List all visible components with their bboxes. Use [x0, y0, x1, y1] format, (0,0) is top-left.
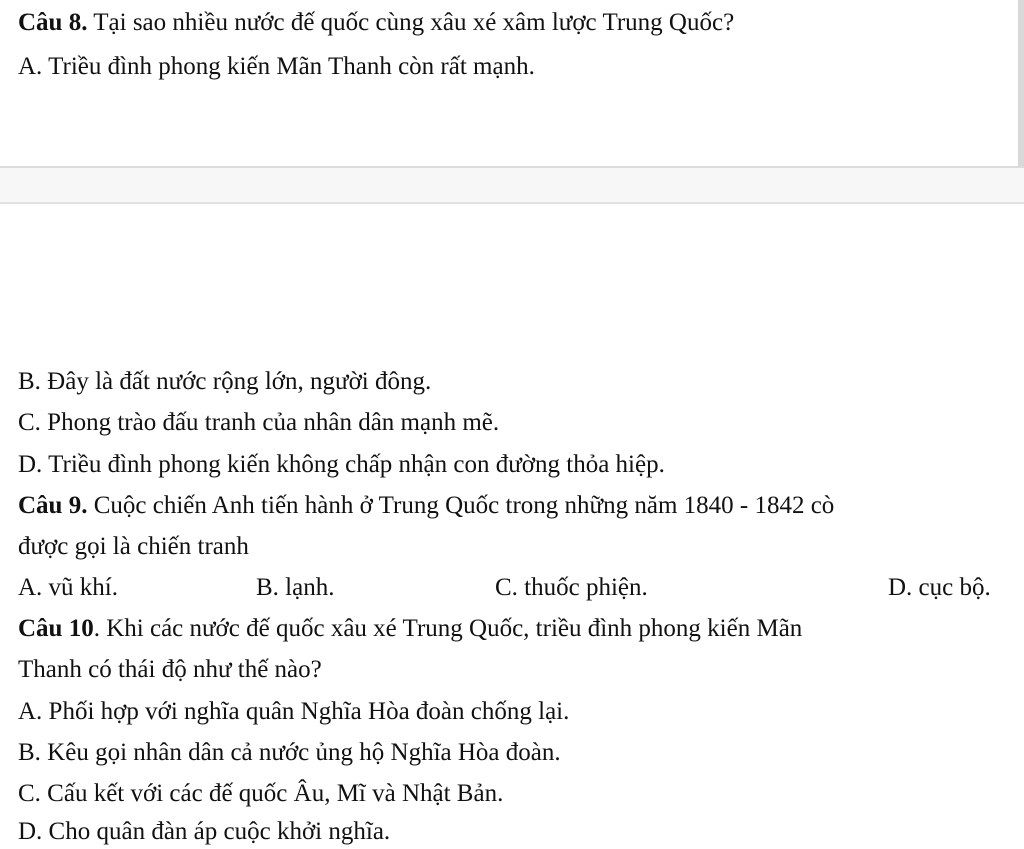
question-10-option-c: C. Cấu kết với các đế quốc Âu, Mĩ và Nhật Bản.	[18, 780, 504, 807]
question-10-label: Câu 10	[18, 615, 94, 642]
question-10-line-2: Thanh có thái độ như thế nào?	[18, 656, 322, 683]
question-9-line-1	[18, 491, 834, 521]
question-10-option-b: B. Kêu gọi nhân dân cả nước ủng hộ Nghĩa Hòa đoàn.	[18, 739, 561, 766]
question-8-option-d: D. Triều đình phong kiến không chấp nhận con đường thỏa hiệp.	[18, 451, 665, 478]
question-9-option-c: C. thuốc phiện.	[495, 574, 648, 601]
question-9-option-b: B. lạnh.	[256, 574, 335, 601]
question-9-line-2: được gọi là chiến tranh	[18, 533, 249, 560]
question-10-text-1: . Khi các nước đế quốc xâu xé Trung Quốc, triều đình phong kiến Mãn	[93, 615, 803, 642]
question-9-option-d: D. cục bộ.	[888, 574, 991, 601]
question-8	[18, 8, 734, 38]
question-8-label: Câu 8.	[18, 9, 88, 36]
question-9-text-1: Cuộc chiến Anh tiến hành ở Trung Quốc trong những năm 1840 - 1842 cò	[87, 492, 835, 519]
question-9-option-a: A. vũ khí.	[18, 574, 118, 601]
question-8-option-b: B. Đây là đất nước rộng lớn, người đông.	[18, 368, 432, 395]
question-10-option-d: D. Cho quân đàn áp cuộc khởi nghĩa.	[18, 818, 391, 845]
question-9-label: Câu 9.	[18, 492, 88, 519]
question-8-option-c: C. Phong trào đấu tranh của nhân dân mạnh mẽ.	[18, 409, 500, 436]
question-8-text: Tại sao nhiều nước đế quốc cùng xâu xé xâm lược Trung Quốc?	[87, 9, 735, 36]
page-edge-shadow	[1018, 0, 1024, 166]
page-gap-divider	[0, 166, 1024, 204]
question-10-line-1	[18, 614, 802, 644]
question-8-option-a: A. Triều đình phong kiến Mãn Thanh còn rất mạnh.	[18, 53, 535, 80]
question-10-option-a: A. Phối hợp với nghĩa quân Nghĩa Hòa đoàn chống lại.	[18, 698, 570, 725]
question-9-options	[18, 573, 1024, 603]
